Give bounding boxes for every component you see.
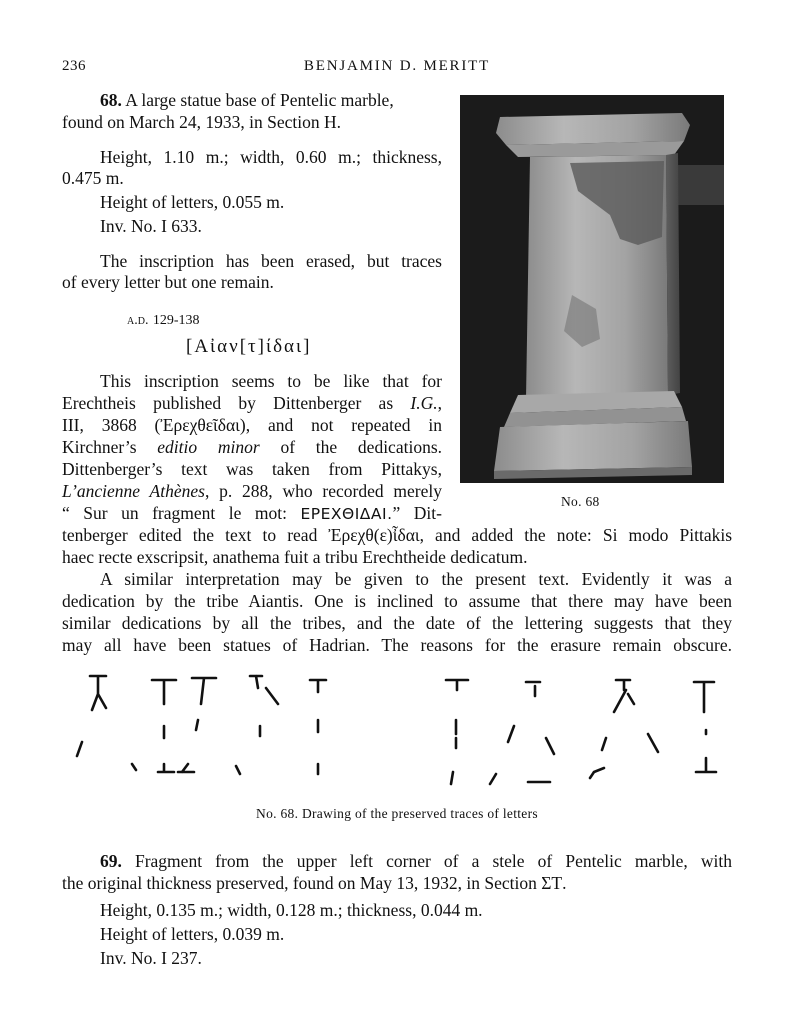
erased-note-line2: of every letter but one remain. bbox=[62, 272, 274, 292]
paragraph2-line1: A similar interpretation may be given to the present text. Evidently it was a bbox=[100, 569, 732, 589]
body-line3: III, 3868 (Ἐρεχθεῖδαι), and not repeated in bbox=[62, 415, 443, 435]
entry-69-letter-height: Height of letters, 0.039 m. bbox=[100, 924, 285, 944]
trace-group-left bbox=[77, 676, 326, 774]
body-line9: haec recte exscripsit, anathema fuit a tribu Erechtheide dedicatum. bbox=[62, 547, 528, 567]
entry-68-intro-line1: 68. A large statue base of Pentelic marble, bbox=[100, 90, 394, 110]
entry-number: 68. bbox=[100, 90, 122, 110]
inventory-number: Inv. No. I 633. bbox=[100, 216, 202, 236]
body-line8: tenberger edited the text to read Ἐρεχθ(ε)ἶδαι, and added the note: Si modo Pittakis bbox=[62, 525, 733, 545]
running-title: BENJAMIN D. MERITT bbox=[303, 58, 491, 74]
photo-caption: No. 68 bbox=[561, 494, 600, 509]
body-line7: “ Sur un fragment le mot: ΕΡΕΧΘΙΔΑΙ.” Dit- bbox=[62, 503, 442, 523]
body-line1: This inscription seems to be like that for bbox=[100, 371, 442, 391]
entry-69-dimensions: Height, 0.135 m.; width, 0.128 m.; thickness, 0.044 m. bbox=[100, 900, 483, 920]
letter-traces-drawing bbox=[60, 668, 740, 790]
body-line6: L’ancienne Athènes, p. 288, who recorded merely bbox=[62, 481, 442, 501]
statue-base-image bbox=[460, 95, 724, 483]
paragraph2-line3: similar dedications by all the tribes, and the date of the lettering suggests that they bbox=[62, 613, 732, 633]
entry-69-inventory: Inv. No. I 237. bbox=[100, 948, 202, 968]
dimensions-line1: Height, 1.10 m.; width, 0.60 m.; thickness, bbox=[100, 147, 442, 167]
letter-height: Height of letters, 0.055 m. bbox=[100, 192, 285, 212]
entry-69-intro-line1: 69. Fragment from the upper left corner of a stele of Pentelic marble, with bbox=[100, 851, 732, 871]
paragraph2-line2: dedication by the tribe Aiantis. One is inclined to assume that there may have been bbox=[62, 591, 732, 611]
entry-68-intro-line2: found on March 24, 1933, in Section H. bbox=[62, 112, 341, 132]
drawing-caption: No. 68. Drawing of the preserved traces of letters bbox=[256, 806, 538, 821]
entry-69-intro-line2: the original thickness preserved, found on May 13, 1932, in Section ΣΤ. bbox=[62, 873, 567, 893]
letter-traces-svg bbox=[60, 668, 740, 790]
trace-group-right bbox=[446, 680, 716, 784]
inscription-date: a.d. 129-138 bbox=[127, 313, 200, 328]
body-line4: Kirchner’s editio minor of the dedications. bbox=[62, 437, 443, 457]
page-number: 236 bbox=[62, 58, 86, 74]
paragraph2-line4: may all have been statues of Hadrian. The reasons for the erasure remain obscure. bbox=[62, 635, 732, 655]
erased-note-line1: The inscription has been erased, but traces bbox=[100, 251, 442, 271]
body-line5: Dittenberger’s text was taken from Pittakys, bbox=[62, 459, 442, 479]
inscription-text: [Αἰαν[τ]ίδαι] bbox=[186, 336, 312, 357]
statue-base-photo bbox=[460, 95, 724, 483]
dimensions-line2: 0.475 m. bbox=[62, 168, 124, 188]
body-line2: Erechtheis published by Dittenberger as I.G., bbox=[62, 393, 442, 413]
